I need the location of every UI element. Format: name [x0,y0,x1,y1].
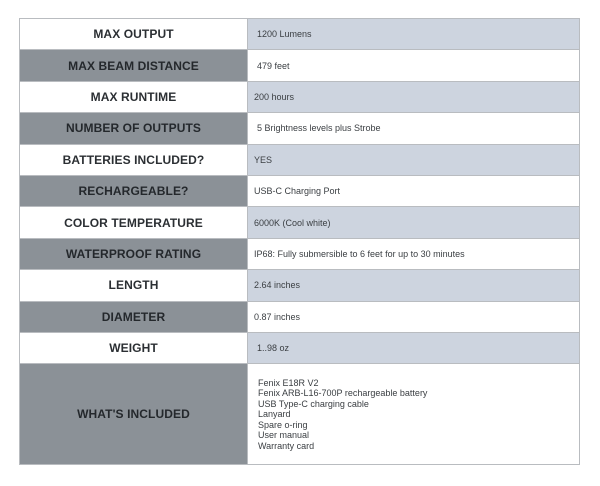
included-item: USB Type-C charging cable [258,398,369,409]
spec-row [20,50,580,81]
spec-value: USB-C Charging Port [248,175,580,206]
spec-row [20,81,580,112]
spec-value: 479 feet [248,50,580,81]
spec-value: 5 Brightness levels plus Strobe [248,113,580,144]
spec-row [20,144,580,175]
spec-row [20,175,580,206]
spec-label: COLOR TEMPERATURE [20,207,248,238]
spec-label: NUMBER OF OUTPUTS [20,113,248,144]
spec-label: WEIGHT [20,332,248,363]
included-item: Warranty card [258,440,315,451]
spec-value: 1..98 oz [248,332,580,363]
spec-table [19,18,580,465]
spec-label: WATERPROOF RATING [20,238,248,269]
spec-value: YES [248,144,580,175]
spec-row [20,113,580,144]
spec-value: 200 hours [248,81,580,112]
spec-row [20,19,580,50]
spec-row [20,270,580,301]
spec-row-included [20,364,580,465]
spec-row [20,238,580,269]
spec-value: 0.87 inches [248,301,580,332]
spec-value: IP68: Fully submersible to 6 feet for up to 30 minutes [248,238,580,269]
spec-row [20,301,580,332]
included-value [248,364,580,465]
included-item: Fenix E18R V2 [258,377,319,388]
spec-row [20,332,580,363]
spec-value: 6000K (Cool white) [248,207,580,238]
spec-label: DIAMETER [20,301,248,332]
spec-value: 1200 Lumens [248,19,580,50]
spec-label: RECHARGEABLE? [20,175,248,206]
spec-label: BATTERIES INCLUDED? [20,144,248,175]
spec-label: MAX BEAM DISTANCE [20,50,248,81]
included-item: Lanyard [258,409,291,420]
included-label: WHAT'S INCLUDED [20,364,248,465]
spec-row [20,207,580,238]
spec-label: MAX OUTPUT [20,19,248,50]
included-list [257,378,579,452]
spec-label: LENGTH [20,270,248,301]
spec-value: 2.64 inches [248,270,580,301]
included-item: User manual [258,430,310,441]
spec-label: MAX RUNTIME [20,81,248,112]
included-item: Spare o-ring [258,419,308,430]
included-item: Fenix ARB-L16-700P rechargeable battery [258,388,428,399]
